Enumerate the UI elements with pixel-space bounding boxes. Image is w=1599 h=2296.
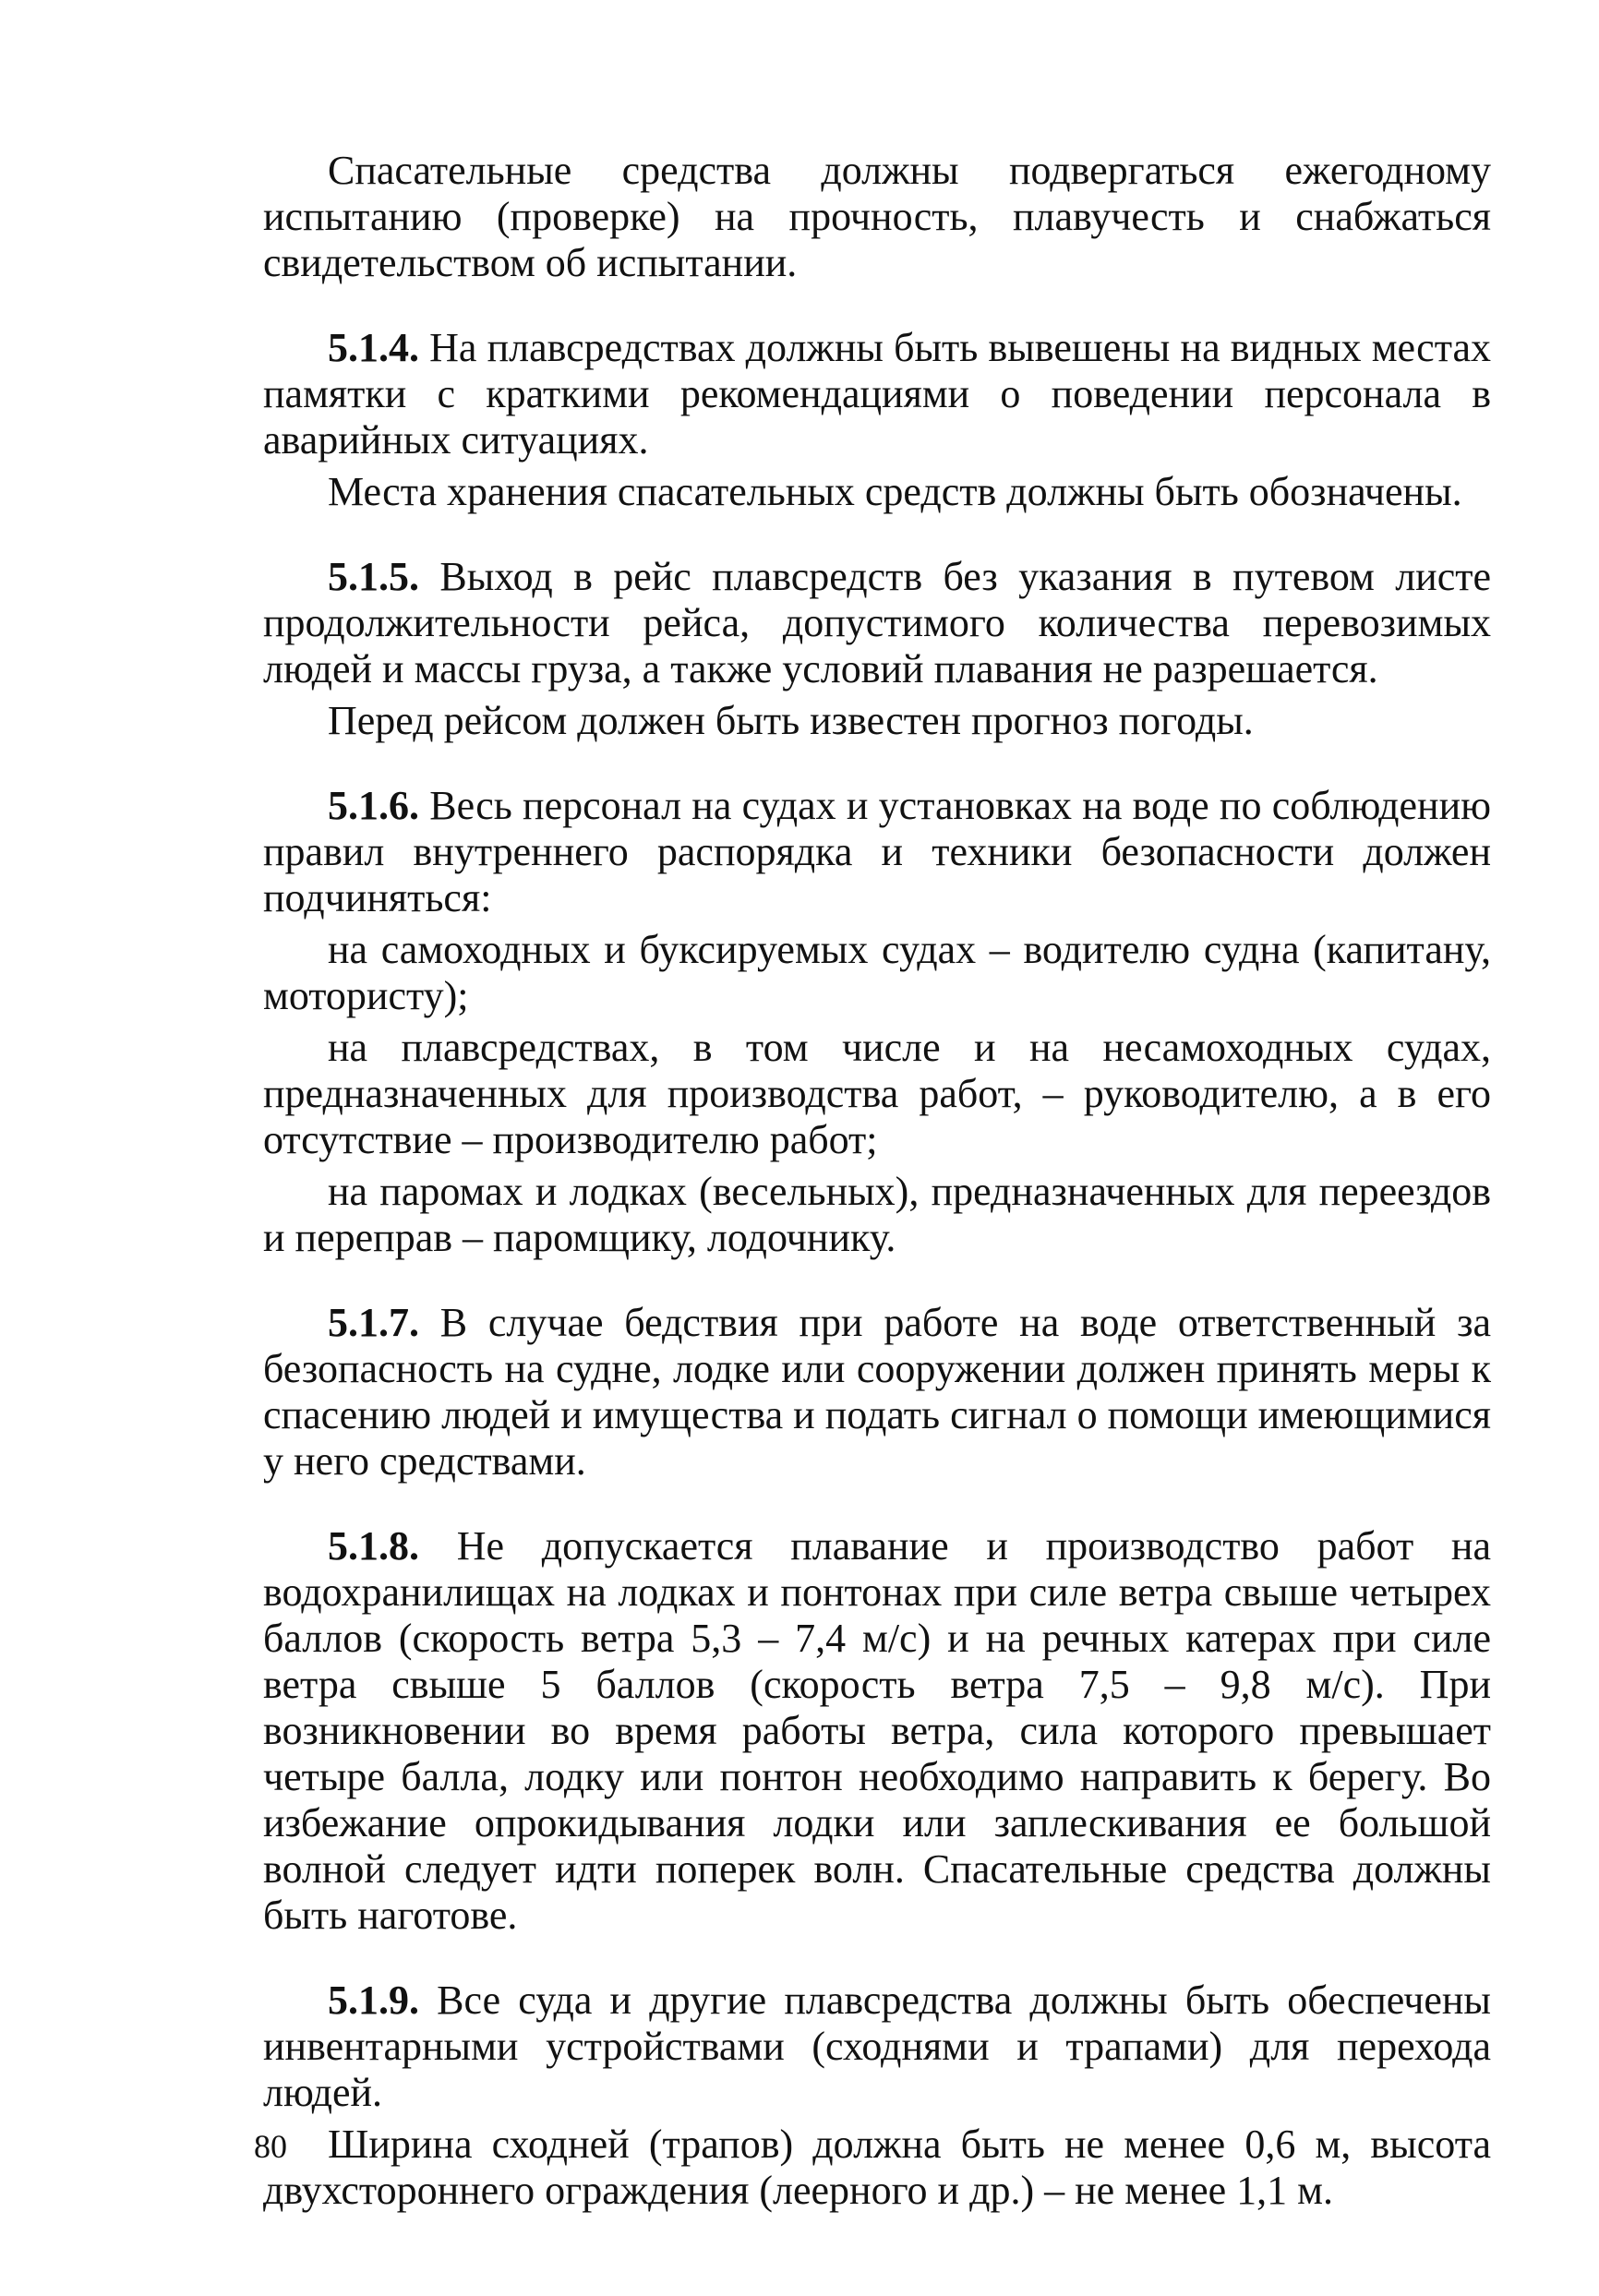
paragraph-5-1-4: [263, 325, 1491, 463]
paragraph-5-1-7: [263, 1300, 1491, 1485]
paragraph-5-1-4-storage: Места хранения спасательных средств должны быть обозначены.: [328, 469, 1462, 514]
paragraph-5-1-6-item-3: на паромах и лодках (весельных), предназначенных для переездов и переправ – паромщику, лодочнику.: [263, 1169, 1491, 1260]
section-text: На плавсредствах должны быть вывешены на видных местах памятки с краткими рекомендациями о поведении персонала в аварийных ситуациях.: [263, 325, 1491, 463]
section-number: 5.1.5.: [328, 554, 419, 599]
section-text: Весь персонал на судах и установках на воде по соблюдению правил внутреннего распорядка и техники безопасности должен подчиняться:: [263, 783, 1491, 920]
paragraph-5-1-5: [263, 554, 1491, 692]
section-number: 5.1.8.: [328, 1523, 419, 1569]
section-text: В случае бедствия при работе на воде ответственный за безопасность на судне, лодке или сооружении должен принять меры к спасению людей и имущества и подать сигнал о помощи имеющимися у него средствами.: [263, 1300, 1491, 1484]
section-text: Выход в рейс плавсредств без указания в путевом листе продолжительности рейса, допустимого количества перевозимых людей и массы груза, а также условий плавания не разрешается.: [263, 554, 1491, 691]
document-page: [263, 148, 1491, 2214]
paragraph-rescue-testing: Спасательные средства должны подвергаться ежегодному испытанию (проверке) на прочность, плавучесть и снабжаться свидетельством об испытании.: [263, 148, 1491, 285]
paragraph-5-1-9-width: Ширина сходней (трапов) должна быть не менее 0,6 м, высота двухстороннего ограждения (леерного и др.) – не менее 1,1 м.: [263, 2122, 1491, 2213]
paragraph-5-1-8: [263, 1523, 1491, 1939]
section-text: Не допускается плавание и производство работ на водохранилищах на лодках и понтонах при силе ветра свыше четырех баллов (скорость ветра 5,3 – 7,4 м/с) и на речных катерах при силе ветра свыше 5 баллов (скорость ветра 7,5 – 9,8 м/с). При возникновении во время работы ветра, сила которого превышает четыре балла, лодку или понтон необходимо направить к берегу. Во избежание опрокидывания лодки или заплескивания ее большой волной следует идти поперек волн. Спасательные средства должны быть наготове.: [263, 1523, 1491, 1938]
section-number: 5.1.9.: [328, 1977, 419, 2023]
paragraph-5-1-9: [263, 1977, 1491, 2116]
paragraph-5-1-6: [263, 783, 1491, 921]
paragraph-5-1-6-item-1: на самоходных и буксируемых судах – водителю судна (капитану, мотористу);: [263, 927, 1491, 1018]
section-text: Все суда и другие плавсредства должны быть обеспечены инвентарными устройствами (сходнями и трапами) для перехода людей.: [263, 1977, 1491, 2115]
section-number: 5.1.6.: [328, 783, 419, 828]
section-number: 5.1.4.: [328, 325, 419, 370]
page-number: 80: [254, 2128, 287, 2165]
paragraph-5-1-6-item-2: на плавсредствах, в том числе и на несамоходных судах, предназначенных для производства работ, – руководителю, а в его отсутствие – производителю работ;: [263, 1025, 1491, 1162]
section-number: 5.1.7.: [328, 1300, 419, 1345]
paragraph-5-1-5-forecast: Перед рейсом должен быть известен прогноз погоды.: [328, 698, 1254, 743]
